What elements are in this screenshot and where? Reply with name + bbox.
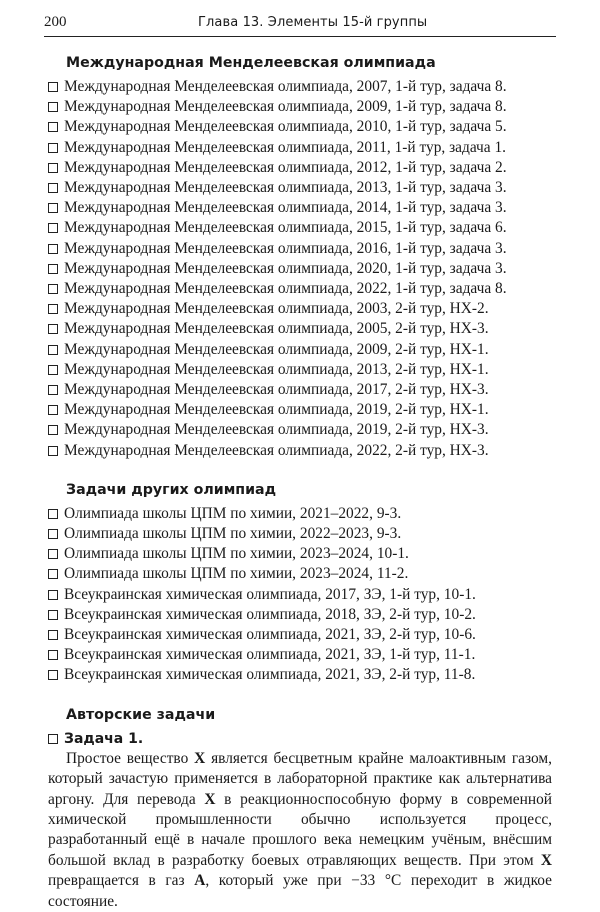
mendeleev-problem-list bbox=[48, 77, 554, 461]
checkbox-icon bbox=[48, 122, 58, 132]
list-item-text: Всеукраинская химическая олимпиада, 2021, ЗЭ, 1-й тур, 11-1. bbox=[64, 646, 476, 664]
section-heading: Международная Менделеевская олимпиада bbox=[66, 55, 436, 71]
list-item-text: Всеукраинская химическая олимпиада, 2018, ЗЭ, 2-й тур, 10-2. bbox=[64, 605, 476, 623]
list-item-text: Всеукраинская химическая олимпиада, 2021, ЗЭ, 2-й тур, 11-8. bbox=[64, 666, 476, 684]
list-item-text: Всеукраинская химическая олимпиада, 2021, ЗЭ, 2-й тур, 10-6. bbox=[64, 626, 476, 644]
text-run: , который уже при −33 °С переходит в жидкое состояние. bbox=[48, 872, 552, 910]
checkbox-icon bbox=[48, 405, 58, 415]
list-item-text: Международная Менделеевская олимпиада, 2010, 1-й тур, задача 5. bbox=[64, 118, 507, 136]
substance-x: X bbox=[204, 790, 216, 808]
checkbox-icon bbox=[48, 385, 58, 395]
checkbox-icon bbox=[48, 223, 58, 233]
task-heading bbox=[48, 729, 554, 749]
checkbox-icon bbox=[48, 345, 58, 355]
list-item bbox=[48, 524, 554, 544]
checkbox-icon bbox=[48, 82, 58, 92]
list-item bbox=[48, 239, 554, 259]
list-item-text: Олимпиада школы ЦПМ по химии, 2022–2023, 9-3. bbox=[64, 525, 402, 543]
checkbox-icon bbox=[48, 143, 58, 153]
list-item bbox=[48, 77, 554, 97]
page-number: 200 bbox=[44, 14, 67, 30]
task-title: Задача 1. bbox=[64, 730, 144, 747]
list-item bbox=[48, 585, 554, 605]
substance-a: А bbox=[194, 872, 206, 890]
page-content bbox=[48, 53, 554, 912]
list-item-text: Международная Менделеевская олимпиада, 2009, 1-й тур, задача 8. bbox=[64, 98, 507, 116]
checkbox-icon bbox=[48, 264, 58, 274]
list-item bbox=[48, 400, 554, 420]
list-item bbox=[48, 645, 554, 665]
list-item bbox=[48, 117, 554, 137]
other-olympiads-problem-list bbox=[48, 504, 554, 686]
substance-x: X bbox=[194, 749, 206, 767]
text-run: превращается в газ bbox=[48, 872, 195, 890]
list-item-text: Международная Менделеевская олимпиада, 2013, 1-й тур, задача 3. bbox=[64, 179, 507, 197]
list-item bbox=[48, 97, 554, 117]
list-item-text: Международная Менделеевская олимпиада, 2019, 2-й тур, НХ-1. bbox=[64, 401, 489, 419]
list-item bbox=[48, 279, 554, 299]
list-item-text: Всеукраинская химическая олимпиада, 2017, ЗЭ, 1-й тур, 10-1. bbox=[64, 585, 476, 603]
checkbox-icon bbox=[48, 102, 58, 112]
checkbox-icon bbox=[48, 324, 58, 334]
checkbox-icon bbox=[48, 183, 58, 193]
list-item bbox=[48, 605, 554, 625]
list-item bbox=[48, 420, 554, 440]
list-item bbox=[48, 340, 554, 360]
checkbox-icon bbox=[48, 569, 58, 579]
list-item bbox=[48, 564, 554, 584]
checkbox-icon bbox=[48, 163, 58, 173]
list-item bbox=[48, 138, 554, 158]
checkbox-icon bbox=[48, 734, 58, 744]
checkbox-icon bbox=[48, 284, 58, 294]
list-item bbox=[48, 441, 554, 461]
list-item bbox=[48, 360, 554, 380]
section-other-olympiads bbox=[48, 480, 554, 686]
list-item bbox=[48, 299, 554, 319]
task-text bbox=[48, 749, 552, 912]
list-item-text: Международная Менделеевская олимпиада, 2015, 1-й тур, задача 6. bbox=[64, 219, 507, 237]
list-item-text: Международная Менделеевская олимпиада, 2007, 1-й тур, задача 8. bbox=[64, 78, 507, 95]
text-run: Простое вещество bbox=[66, 749, 195, 767]
section-author-problems bbox=[48, 705, 554, 912]
list-item bbox=[48, 319, 554, 339]
checkbox-icon bbox=[48, 610, 58, 620]
list-item bbox=[48, 198, 554, 218]
list-item-text: Международная Менделеевская олимпиада, 2013, 2-й тур, НХ-1. bbox=[64, 360, 489, 378]
text-run: является бесцветным крайне малоактивным газом, который зачастую применяется в лабораторной практике как альтернатива аргону. Для перевода bbox=[48, 749, 552, 808]
list-item-text: Олимпиада школы ЦПМ по химии, 2021–2022, 9-3. bbox=[64, 504, 402, 522]
list-item-text: Международная Менделеевская олимпиада, 2011, 1-й тур, задача 1. bbox=[64, 138, 507, 156]
list-item-text: Международная Менделеевская олимпиада, 2014, 1-й тур, задача 3. bbox=[64, 199, 507, 217]
list-item bbox=[48, 259, 554, 279]
section-heading: Задачи других олимпиад bbox=[66, 481, 277, 498]
list-item-text: Международная Менделеевская олимпиада, 2020, 1-й тур, задача 3. bbox=[64, 259, 507, 277]
running-header bbox=[44, 12, 556, 37]
list-item-text: Международная Менделеевская олимпиада, 2017, 2-й тур, НХ-3. bbox=[64, 381, 489, 399]
checkbox-icon bbox=[48, 670, 58, 680]
section-heading: Авторские задачи bbox=[66, 706, 216, 723]
list-item-text: Международная Менделеевская олимпиада, 2022, 1-й тур, задача 8. bbox=[64, 280, 507, 298]
list-item-text: Олимпиада школы ЦПМ по химии, 2023–2024, 10-1. bbox=[64, 545, 409, 563]
substance-x: X bbox=[540, 851, 552, 869]
list-item bbox=[48, 158, 554, 178]
checkbox-icon bbox=[48, 509, 58, 519]
list-item bbox=[48, 218, 554, 238]
list-item-text: Международная Менделеевская олимпиада, 2005, 2-й тур, НХ-3. bbox=[64, 320, 489, 338]
list-item bbox=[48, 665, 554, 685]
checkbox-icon bbox=[48, 630, 58, 640]
checkbox-icon bbox=[48, 549, 58, 559]
list-item-text: Олимпиада школы ЦПМ по химии, 2023–2024, 11-2. bbox=[64, 565, 409, 583]
chapter-title: Глава 13. Элементы 15-й группы bbox=[198, 15, 428, 30]
list-item-text: Международная Менделеевская олимпиада, 2012, 1-й тур, задача 2. bbox=[64, 158, 507, 176]
list-item bbox=[48, 625, 554, 645]
checkbox-icon bbox=[48, 304, 58, 314]
checkbox-icon bbox=[48, 529, 58, 539]
list-item bbox=[48, 544, 554, 564]
checkbox-icon bbox=[48, 425, 58, 435]
checkbox-icon bbox=[48, 244, 58, 254]
checkbox-icon bbox=[48, 446, 58, 456]
list-item-text: Международная Менделеевская олимпиада, 2022, 2-й тур, НХ-3. bbox=[64, 441, 489, 459]
checkbox-icon bbox=[48, 365, 58, 375]
section-mendeleev bbox=[48, 53, 554, 461]
list-item bbox=[48, 178, 554, 198]
list-item-text: Международная Менделеевская олимпиада, 2019, 2-й тур, НХ-3. bbox=[64, 421, 489, 439]
list-item-text: Международная Менделеевская олимпиада, 2009, 2-й тур, НХ-1. bbox=[64, 340, 489, 358]
list-item bbox=[48, 504, 554, 524]
checkbox-icon bbox=[48, 203, 58, 213]
checkbox-icon bbox=[48, 650, 58, 660]
list-item bbox=[48, 380, 554, 400]
text-run: в реакционноспособную форму в современной химической промышленности обычно используется процесс, разработанный ещё в начале прошлого века немецким учёным, внёсшим большой вклад в разработку боевых отравляющих веществ. При этом bbox=[48, 790, 552, 869]
list-item-text: Международная Менделеевская олимпиада, 2016, 1-й тур, задача 3. bbox=[64, 239, 507, 257]
list-item-text: Международная Менделеевская олимпиада, 2003, 2-й тур, НХ-2. bbox=[64, 300, 489, 318]
checkbox-icon bbox=[48, 590, 58, 600]
